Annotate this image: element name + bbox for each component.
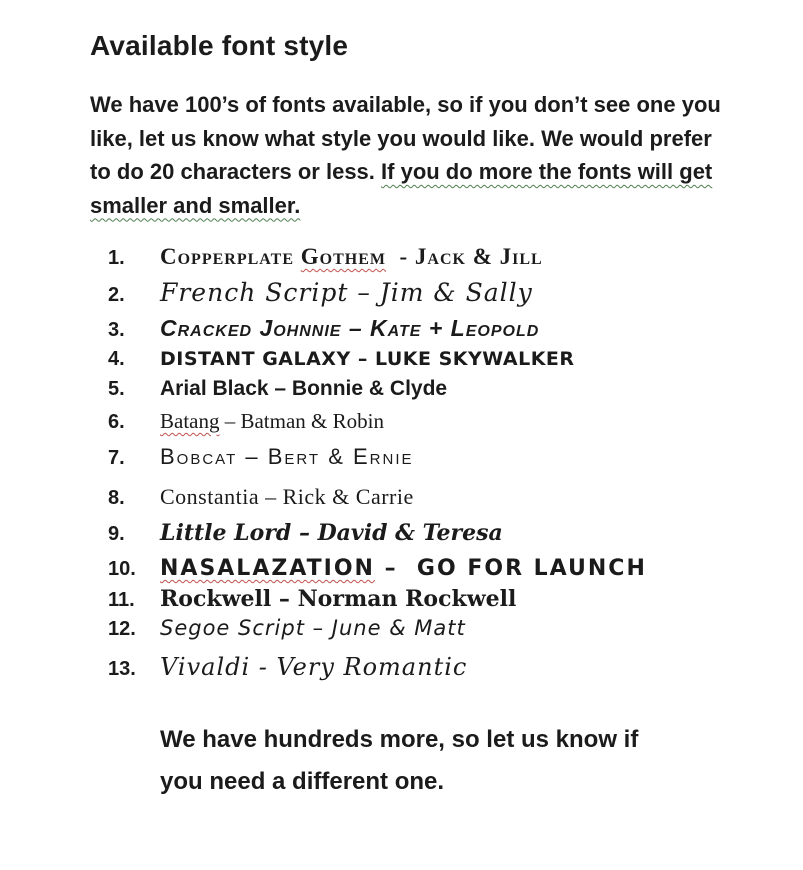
demo-text-segment: Vivaldi - Very Romantic — [160, 653, 468, 681]
intro-line: We have 100’s of fonts available, so if you don’t see one you — [90, 92, 721, 117]
list-item-number: 6. — [108, 411, 125, 433]
list-item — [108, 244, 763, 270]
font-demo-text — [160, 616, 466, 640]
closing-line: We have hundreds more, so let us know if — [160, 726, 639, 753]
list-item — [108, 278, 763, 307]
closing-paragraph — [160, 719, 763, 803]
page-title: Available font style — [90, 30, 349, 61]
list-item — [108, 556, 763, 581]
list-item — [108, 586, 763, 612]
list-item-number: 11. — [108, 589, 135, 611]
grammar-underlined-text: smaller and smaller. — [90, 192, 301, 218]
font-demo-text — [160, 348, 575, 370]
demo-text-segment: French Script – Jim & Sally — [160, 278, 533, 307]
font-demo-text — [160, 653, 467, 681]
demo-text-segment: Copperplate — [160, 244, 301, 269]
misspelled-word: NASALAZATION — [160, 556, 375, 581]
demo-text-segment: Constantia – Rick & Carrie — [160, 484, 414, 509]
list-item — [108, 520, 763, 546]
demo-text-segment: DISTANT GALAXY – LUKE SKYWALKER — [160, 348, 575, 370]
font-demo-text — [160, 556, 647, 581]
list-item — [108, 484, 763, 510]
list-item — [108, 409, 763, 434]
font-demo-text — [160, 444, 414, 470]
demo-text-segment: – Batman & Robin — [219, 409, 384, 433]
intro-line: like, let us know what style you would like. We would prefer — [90, 125, 712, 151]
intro-line — [90, 155, 730, 189]
list-item-number: 4. — [108, 348, 125, 370]
demo-text-segment: Segoe Script – June & Matt — [160, 616, 466, 640]
list-item-number: 3. — [108, 319, 125, 341]
font-demo-text — [160, 244, 543, 270]
intro-text-segment: to do 20 characters or less. — [90, 159, 382, 184]
font-demo-text — [160, 278, 533, 307]
list-item-number: 1. — [108, 247, 125, 269]
font-list — [108, 244, 763, 681]
font-demo-text — [160, 315, 539, 342]
demo-text-segment: Little Lord – David & Teresa — [160, 520, 503, 546]
misspelled-word: Batang — [160, 409, 220, 433]
list-item — [108, 444, 763, 470]
list-item — [108, 653, 763, 681]
misspelled-word: Gothem — [300, 244, 386, 269]
list-item-number: 5. — [108, 378, 125, 400]
demo-text-segment: - Jack & Jill — [385, 244, 543, 269]
grammar-underlined-text: If you do more the fonts will get — [381, 159, 713, 184]
font-demo-text — [160, 520, 503, 546]
list-item-number: 13. — [108, 658, 136, 680]
demo-text-segment: Bobcat – Bert & Ernie — [160, 444, 414, 469]
demo-text-segment: – GO FOR LAUNCH — [374, 556, 647, 581]
list-item — [108, 377, 763, 401]
demo-text-segment: Cracked Johnnie – Kate + Leopold — [160, 315, 540, 341]
list-item-number: 9. — [108, 523, 125, 545]
list-item — [108, 348, 763, 371]
intro-paragraph — [90, 88, 730, 222]
font-demo-text — [160, 377, 447, 401]
demo-text-segment: Arial Black – Bonnie & Clyde — [160, 377, 448, 400]
list-item-number: 12. — [108, 618, 136, 640]
list-item-number: 2. — [108, 284, 125, 306]
demo-text-segment: Rockwell – Norman Rockwell — [160, 586, 517, 612]
list-item-number: 7. — [108, 447, 125, 469]
list-item — [108, 616, 763, 641]
font-demo-text — [160, 586, 516, 612]
list-item-number: 8. — [108, 487, 125, 509]
font-demo-text — [160, 484, 414, 510]
intro-line — [90, 189, 730, 223]
list-item — [108, 315, 763, 342]
font-demo-text — [160, 409, 384, 434]
list-item-number: 10. — [108, 558, 136, 580]
closing-line: you need a different one. — [160, 768, 445, 795]
